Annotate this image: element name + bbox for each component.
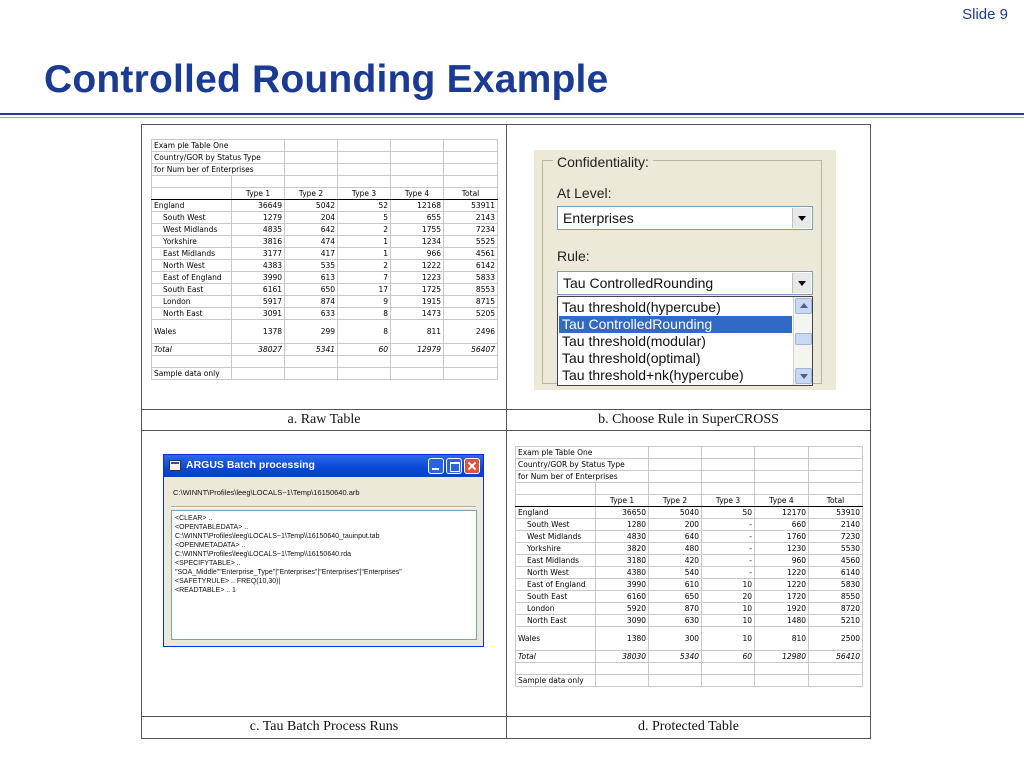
caption-c: c. Tau Batch Process Runs bbox=[249, 719, 399, 734]
table-cell: 7234 bbox=[444, 224, 498, 236]
slide-number: Slide 9 bbox=[962, 6, 1008, 23]
row-label: North East bbox=[516, 615, 596, 627]
table-cell: 6140 bbox=[809, 567, 863, 579]
log-line: <READTABLE> .. 1 bbox=[175, 587, 236, 594]
table-cell: 5530 bbox=[809, 543, 863, 555]
table-cell: 1230 bbox=[755, 543, 809, 555]
table-cell: 60 bbox=[702, 651, 755, 663]
table-cell: 5340 bbox=[649, 651, 702, 663]
table-row bbox=[516, 651, 863, 663]
table-cell: 5525 bbox=[444, 236, 498, 248]
table-cell: 38027 bbox=[232, 344, 285, 356]
column-header: Type 2 bbox=[285, 188, 338, 200]
table-footer-row bbox=[152, 368, 498, 380]
table-cell: 10 bbox=[702, 603, 755, 615]
table-cell: 7230 bbox=[809, 531, 863, 543]
table-cell: 4561 bbox=[444, 248, 498, 260]
row-label: North West bbox=[516, 567, 596, 579]
table-cell: 2500 bbox=[809, 627, 863, 651]
log-line: C:\WINNT\Profiles\leeg\LOCALS~1\Temp\\16150640.rda bbox=[175, 551, 352, 558]
caption-b: b. Choose Rule in SuperCROSS bbox=[598, 412, 779, 427]
rule-label: Rule: bbox=[557, 248, 590, 264]
table-footer: Sample data only bbox=[152, 368, 232, 380]
table-row bbox=[152, 272, 498, 284]
row-label: North West bbox=[152, 260, 232, 272]
table-cell: 50 bbox=[702, 507, 755, 519]
app-icon bbox=[169, 460, 181, 471]
table-row bbox=[152, 308, 498, 320]
table-cell: 480 bbox=[649, 543, 702, 555]
table-cell: 8 bbox=[338, 308, 391, 320]
table-cell: 204 bbox=[285, 212, 338, 224]
protected-table-title-line: Exam ple Table One bbox=[516, 447, 649, 459]
table-row bbox=[516, 555, 863, 567]
column-header: Type 4 bbox=[755, 495, 809, 507]
table-cell: 8720 bbox=[809, 603, 863, 615]
table-cell: 5341 bbox=[285, 344, 338, 356]
table-cell: 56410 bbox=[809, 651, 863, 663]
table-cell: 5833 bbox=[444, 272, 498, 284]
table-row bbox=[152, 224, 498, 236]
table-cell: 8553 bbox=[444, 284, 498, 296]
close-icon[interactable] bbox=[464, 458, 480, 474]
table-cell: 4835 bbox=[232, 224, 285, 236]
raw-table-title-line: for Num ber of Enterprises bbox=[152, 164, 285, 176]
table-row bbox=[516, 615, 863, 627]
row-label: South West bbox=[516, 519, 596, 531]
table-cell: 960 bbox=[755, 555, 809, 567]
table-cell: 870 bbox=[649, 603, 702, 615]
table-cell: 1222 bbox=[391, 260, 444, 272]
table-cell: 650 bbox=[285, 284, 338, 296]
rule-select[interactable] bbox=[557, 271, 813, 295]
batch-log[interactable] bbox=[171, 510, 477, 640]
table-cell: 2 bbox=[338, 260, 391, 272]
table-row bbox=[152, 344, 498, 356]
protected-table bbox=[515, 446, 863, 687]
table-row bbox=[152, 320, 498, 344]
table-cell: 1760 bbox=[755, 531, 809, 543]
column-header: Type 1 bbox=[232, 188, 285, 200]
at-level-label: At Level: bbox=[557, 185, 612, 201]
table-cell: 1380 bbox=[596, 627, 649, 651]
table-cell: 300 bbox=[649, 627, 702, 651]
column-header: Type 3 bbox=[338, 188, 391, 200]
table-cell: 60 bbox=[338, 344, 391, 356]
table-cell: 4830 bbox=[596, 531, 649, 543]
table-cell: 874 bbox=[285, 296, 338, 308]
table-row bbox=[152, 248, 498, 260]
table-cell: 633 bbox=[285, 308, 338, 320]
row-label: England bbox=[152, 200, 232, 212]
table-cell: 12980 bbox=[755, 651, 809, 663]
blank-row bbox=[152, 356, 498, 368]
table-cell: 655 bbox=[391, 212, 444, 224]
table-cell: 5040 bbox=[649, 507, 702, 519]
row-label: Total bbox=[152, 344, 232, 356]
table-cell: 3990 bbox=[232, 272, 285, 284]
argus-batch-window bbox=[163, 454, 484, 647]
table-row bbox=[516, 591, 863, 603]
table-cell: 8715 bbox=[444, 296, 498, 308]
table-cell: 4380 bbox=[596, 567, 649, 579]
table-cell: 417 bbox=[285, 248, 338, 260]
table-cell: 36650 bbox=[596, 507, 649, 519]
title-rule-thin bbox=[0, 117, 1024, 118]
table-row bbox=[152, 296, 498, 308]
table-row bbox=[516, 531, 863, 543]
table-cell: 12168 bbox=[391, 200, 444, 212]
table-row bbox=[516, 507, 863, 519]
table-row bbox=[152, 236, 498, 248]
table-cell: 52 bbox=[338, 200, 391, 212]
table-cell: 6160 bbox=[596, 591, 649, 603]
column-header: Type 4 bbox=[391, 188, 444, 200]
window-title: ARGUS Batch processing bbox=[186, 459, 315, 471]
table-cell: 640 bbox=[649, 531, 702, 543]
table-cell: 12170 bbox=[755, 507, 809, 519]
row-label: West Midlands bbox=[516, 531, 596, 543]
table-cell: 1473 bbox=[391, 308, 444, 320]
raw-table-title-line: Exam ple Table One bbox=[152, 140, 285, 152]
table-cell: 3816 bbox=[232, 236, 285, 248]
table-cell: 535 bbox=[285, 260, 338, 272]
table-cell: 1920 bbox=[755, 603, 809, 615]
table-cell: 5830 bbox=[809, 579, 863, 591]
scroll-down-icon[interactable] bbox=[795, 368, 812, 384]
rule-option[interactable]: Tau threshold(hypercube) bbox=[562, 299, 721, 315]
row-label: South East bbox=[152, 284, 232, 296]
slide-title: Controlled Rounding Example bbox=[44, 58, 609, 101]
column-header: Type 3 bbox=[702, 495, 755, 507]
table-cell: 660 bbox=[755, 519, 809, 531]
protected-table-title-line: Country/GOR by Status Type bbox=[516, 459, 649, 471]
log-line: <CLEAR> .. bbox=[175, 515, 213, 522]
table-row bbox=[516, 543, 863, 555]
table-cell: - bbox=[702, 555, 755, 567]
table-cell: 1725 bbox=[391, 284, 444, 296]
table-cell: 540 bbox=[649, 567, 702, 579]
maximize-icon[interactable] bbox=[446, 458, 462, 474]
table-cell: 10 bbox=[702, 615, 755, 627]
table-cell: 12979 bbox=[391, 344, 444, 356]
rule-dropdown-list[interactable] bbox=[557, 296, 813, 386]
table-cell: 474 bbox=[285, 236, 338, 248]
table-cell: - bbox=[702, 531, 755, 543]
table-cell: 3090 bbox=[596, 615, 649, 627]
table-cell: 5 bbox=[338, 212, 391, 224]
grid-divider-vertical bbox=[506, 125, 507, 738]
table-cell: 1280 bbox=[596, 519, 649, 531]
log-line: C:\WINNT\Profiles\leeg\LOCALS~1\Temp\\16150640_tauinput.tab bbox=[175, 533, 380, 540]
row-label: East Midlands bbox=[152, 248, 232, 260]
table-cell: 7 bbox=[338, 272, 391, 284]
table-cell: 299 bbox=[285, 320, 338, 344]
table-cell: 1915 bbox=[391, 296, 444, 308]
dropdown-scrollbar[interactable] bbox=[793, 297, 812, 385]
table-cell: 613 bbox=[285, 272, 338, 284]
table-row bbox=[516, 567, 863, 579]
column-header: Type 2 bbox=[649, 495, 702, 507]
row-label: East Midlands bbox=[516, 555, 596, 567]
level-select[interactable] bbox=[557, 206, 813, 230]
table-cell: 1480 bbox=[755, 615, 809, 627]
table-cell: 200 bbox=[649, 519, 702, 531]
table-cell: 1220 bbox=[755, 567, 809, 579]
table-cell: 3990 bbox=[596, 579, 649, 591]
row-label: London bbox=[516, 603, 596, 615]
table-cell: 9 bbox=[338, 296, 391, 308]
scroll-thumb[interactable] bbox=[795, 333, 812, 345]
table-cell: 811 bbox=[391, 320, 444, 344]
table-cell: 2140 bbox=[809, 519, 863, 531]
table-cell: 630 bbox=[649, 615, 702, 627]
rule-option[interactable]: Tau threshold(optimal) bbox=[562, 350, 701, 366]
table-cell: 5042 bbox=[285, 200, 338, 212]
table-cell: 810 bbox=[755, 627, 809, 651]
title-rule bbox=[0, 113, 1024, 115]
blank-row bbox=[516, 663, 863, 675]
table-cell: 1 bbox=[338, 236, 391, 248]
row-label: London bbox=[152, 296, 232, 308]
table-cell: 6161 bbox=[232, 284, 285, 296]
chevron-down-icon[interactable] bbox=[792, 273, 811, 293]
table-row bbox=[516, 519, 863, 531]
batch-file-path: C:\WINNT\Profiles\leeg\LOCALS~1\Temp\16150640.arb bbox=[173, 488, 360, 497]
table-cell: 1378 bbox=[232, 320, 285, 344]
table-cell: 1 bbox=[338, 248, 391, 260]
row-label: North East bbox=[152, 308, 232, 320]
table-row bbox=[152, 200, 498, 212]
log-line: <OPENTABLEDATA> .. bbox=[175, 524, 249, 531]
minimize-icon[interactable] bbox=[428, 458, 444, 474]
table-cell: 56407 bbox=[444, 344, 498, 356]
row-label: England bbox=[516, 507, 596, 519]
table-cell: 53910 bbox=[809, 507, 863, 519]
table-cell: 1223 bbox=[391, 272, 444, 284]
table-cell: 10 bbox=[702, 627, 755, 651]
row-label: East of England bbox=[516, 579, 596, 591]
column-header: Type 1 bbox=[596, 495, 649, 507]
raw-table-title-line: Country/GOR by Status Type bbox=[152, 152, 285, 164]
caption-a: a. Raw Table bbox=[287, 412, 361, 427]
table-cell: 8550 bbox=[809, 591, 863, 603]
table-cell: 5917 bbox=[232, 296, 285, 308]
table-cell: 2143 bbox=[444, 212, 498, 224]
table-cell: 1220 bbox=[755, 579, 809, 591]
log-line: <SAFETYRULE> .. FREQ(10,30)| bbox=[175, 578, 281, 585]
table-cell: 3177 bbox=[232, 248, 285, 260]
table-cell: 53911 bbox=[444, 200, 498, 212]
table-cell: 3091 bbox=[232, 308, 285, 320]
table-cell: 4560 bbox=[809, 555, 863, 567]
table-row bbox=[516, 627, 863, 651]
table-row bbox=[516, 579, 863, 591]
row-label: South East bbox=[516, 591, 596, 603]
chevron-down-icon[interactable] bbox=[792, 208, 811, 228]
table-cell: 36649 bbox=[232, 200, 285, 212]
table-cell: 5920 bbox=[596, 603, 649, 615]
table-cell: - bbox=[702, 567, 755, 579]
table-cell: 2496 bbox=[444, 320, 498, 344]
log-line: <SPECIFYTABLE> .. bbox=[175, 560, 241, 567]
row-label: West Midlands bbox=[152, 224, 232, 236]
table-row bbox=[152, 212, 498, 224]
table-cell: 10 bbox=[702, 579, 755, 591]
protected-table-title-line: for Num ber of Enterprises bbox=[516, 471, 649, 483]
rule-option[interactable]: Tau threshold(modular) bbox=[562, 333, 706, 349]
rule-option-selected[interactable]: Tau ControlledRounding bbox=[559, 316, 792, 333]
rule-option[interactable]: Tau threshold+nk(hypercube) bbox=[562, 367, 744, 383]
table-cell: 420 bbox=[649, 555, 702, 567]
table-cell: 1755 bbox=[391, 224, 444, 236]
column-header: Total bbox=[444, 188, 498, 200]
table-footer-row bbox=[516, 675, 863, 687]
log-line: <OPENMETADATA> .. bbox=[175, 542, 246, 549]
table-cell: - bbox=[702, 543, 755, 555]
confidentiality-label: Confidentiality: bbox=[553, 154, 653, 170]
table-cell: 5205 bbox=[444, 308, 498, 320]
table-cell: 2 bbox=[338, 224, 391, 236]
row-label: East of England bbox=[152, 272, 232, 284]
row-label: Total bbox=[516, 651, 596, 663]
log-line: "SOA_Middle""Enterprise_Type"|"Enterprises"|"Enterprises"|"Enterprises" bbox=[175, 569, 402, 576]
table-cell: 20 bbox=[702, 591, 755, 603]
table-footer: Sample data only bbox=[516, 675, 596, 687]
table-cell: 17 bbox=[338, 284, 391, 296]
rule-select-value: Tau ControlledRounding bbox=[563, 275, 714, 291]
table-cell: 642 bbox=[285, 224, 338, 236]
table-cell: 1279 bbox=[232, 212, 285, 224]
table-cell: 4383 bbox=[232, 260, 285, 272]
window-titlebar[interactable] bbox=[164, 455, 483, 477]
caption-d: d. Protected Table bbox=[637, 719, 739, 734]
table-cell: 38030 bbox=[596, 651, 649, 663]
level-select-value: Enterprises bbox=[563, 210, 634, 226]
table-cell: 610 bbox=[649, 579, 702, 591]
row-label: Yorkshire bbox=[516, 543, 596, 555]
table-cell: 5210 bbox=[809, 615, 863, 627]
column-header: Total bbox=[809, 495, 863, 507]
row-label: Yorkshire bbox=[152, 236, 232, 248]
table-cell: - bbox=[702, 519, 755, 531]
scroll-up-icon[interactable] bbox=[795, 298, 812, 314]
table-cell: 1234 bbox=[391, 236, 444, 248]
table-cell: 6142 bbox=[444, 260, 498, 272]
table-cell: 1720 bbox=[755, 591, 809, 603]
table-row bbox=[152, 284, 498, 296]
separator bbox=[171, 506, 476, 508]
raw-table bbox=[151, 139, 498, 380]
table-row bbox=[516, 603, 863, 615]
row-label: Wales bbox=[516, 627, 596, 651]
row-label: South West bbox=[152, 212, 232, 224]
table-cell: 966 bbox=[391, 248, 444, 260]
table-cell: 3820 bbox=[596, 543, 649, 555]
table-cell: 3180 bbox=[596, 555, 649, 567]
row-label: Wales bbox=[152, 320, 232, 344]
table-cell: 8 bbox=[338, 320, 391, 344]
table-cell: 650 bbox=[649, 591, 702, 603]
table-row bbox=[152, 260, 498, 272]
grid-divider-middle bbox=[142, 430, 870, 431]
